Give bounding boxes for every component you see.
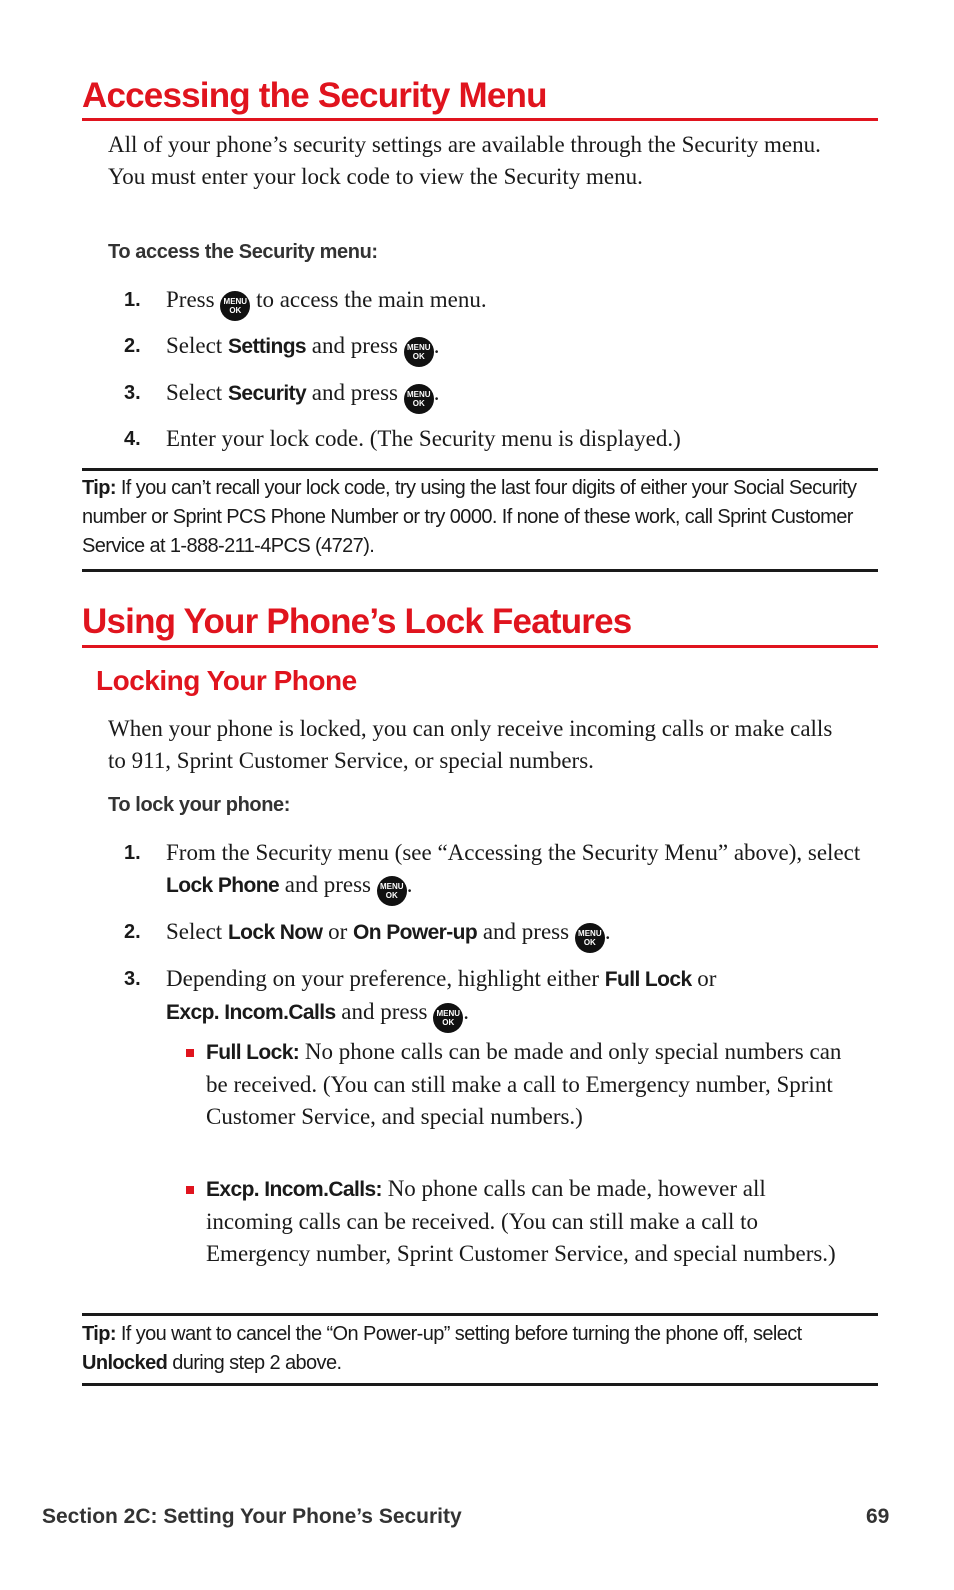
tip-rule-top [82,1313,878,1316]
procedure-lead: To access the Security menu: [108,241,378,263]
menu-ok-key-icon: MENU OK [404,384,434,414]
bullet-icon [186,1186,194,1194]
title-rule [82,118,878,121]
menu-ok-key-icon: MENU OK [404,337,434,367]
tip-box: Tip: If you can’t recall your lock code, try using the last four digits of either your Social Security number or Sprint PCS Phone Number or try 0000. If none of these work, call Sprint Customer Service at 1-888-211-4PCS (4727). [82,477,857,557]
step-4: Enter your lock code. (The Security menu is displayed.) [166,426,681,451]
step-number: 3. [124,382,141,404]
step-1: Press MENU OK to access the main menu. [166,284,866,321]
step-3: Depending on your preference, highlight either Full Lock or Excp. Incom.Calls and press MENU OK . [166,963,866,1033]
step-3: Select Security and press MENU OK . [166,377,866,414]
menu-ok-key-icon: MENU OK [575,923,605,953]
tip-rule-bottom [82,1383,878,1386]
menu-ok-key-icon: MENU OK [377,876,407,906]
procedure-lead: To lock your phone: [108,794,291,816]
page-number: 69 [866,1505,890,1528]
tip-rule-bottom [82,569,878,572]
step-2: Select Lock Now or On Power-up and press MENU OK . [166,916,866,953]
section-title-security-menu: Accessing the Security Menu [82,76,547,115]
subsection-title: Locking Your Phone [96,665,357,696]
step-number: 3. [124,968,141,990]
bullet-full-lock: Full Lock: No phone calls can be made and only special numbers can be received. (You can still make a call to Emergency number, Sprint Customer Service, and special numbers.) [206,1039,842,1129]
step-number: 4. [124,428,141,450]
menu-ok-key-icon: MENU OK [433,1003,463,1033]
title-rule [82,645,878,648]
intro-paragraph: When your phone is locked, you can only receive incoming calls or make calls to 911, Sprint Customer Service, or special numbers. [108,716,833,773]
step-number: 2. [124,335,141,357]
bullet-icon [186,1049,194,1057]
step-1: From the Security menu (see “Accessing the Security Menu” above), select Lock Phone and press MENU OK . [166,837,866,906]
intro-paragraph: All of your phone’s security settings are available through the Security menu. You must enter your lock code to view the Security menu. [108,132,821,189]
tip-rule-top [82,468,878,471]
step-number: 1. [124,289,141,311]
tip-box: Tip: If you want to cancel the “On Power-up” setting before turning the phone off, select Unlocked during step 2 above. [82,1323,802,1374]
bullet-excp-incom-calls: Excp. Incom.Calls: No phone calls can be made, however all incoming calls can be received. (You can still make a call to Emergency number, Sprint Customer Service, and special numbers.) [206,1176,836,1266]
step-number: 1. [124,842,141,864]
step-2: Select Settings and press MENU OK . [166,330,866,367]
section-title-lock-features: Using Your Phone’s Lock Features [82,602,632,641]
footer-section: Section 2C: Setting Your Phone’s Security [42,1505,462,1528]
step-number: 2. [124,921,141,943]
menu-ok-key-icon: MENU OK [220,291,250,321]
